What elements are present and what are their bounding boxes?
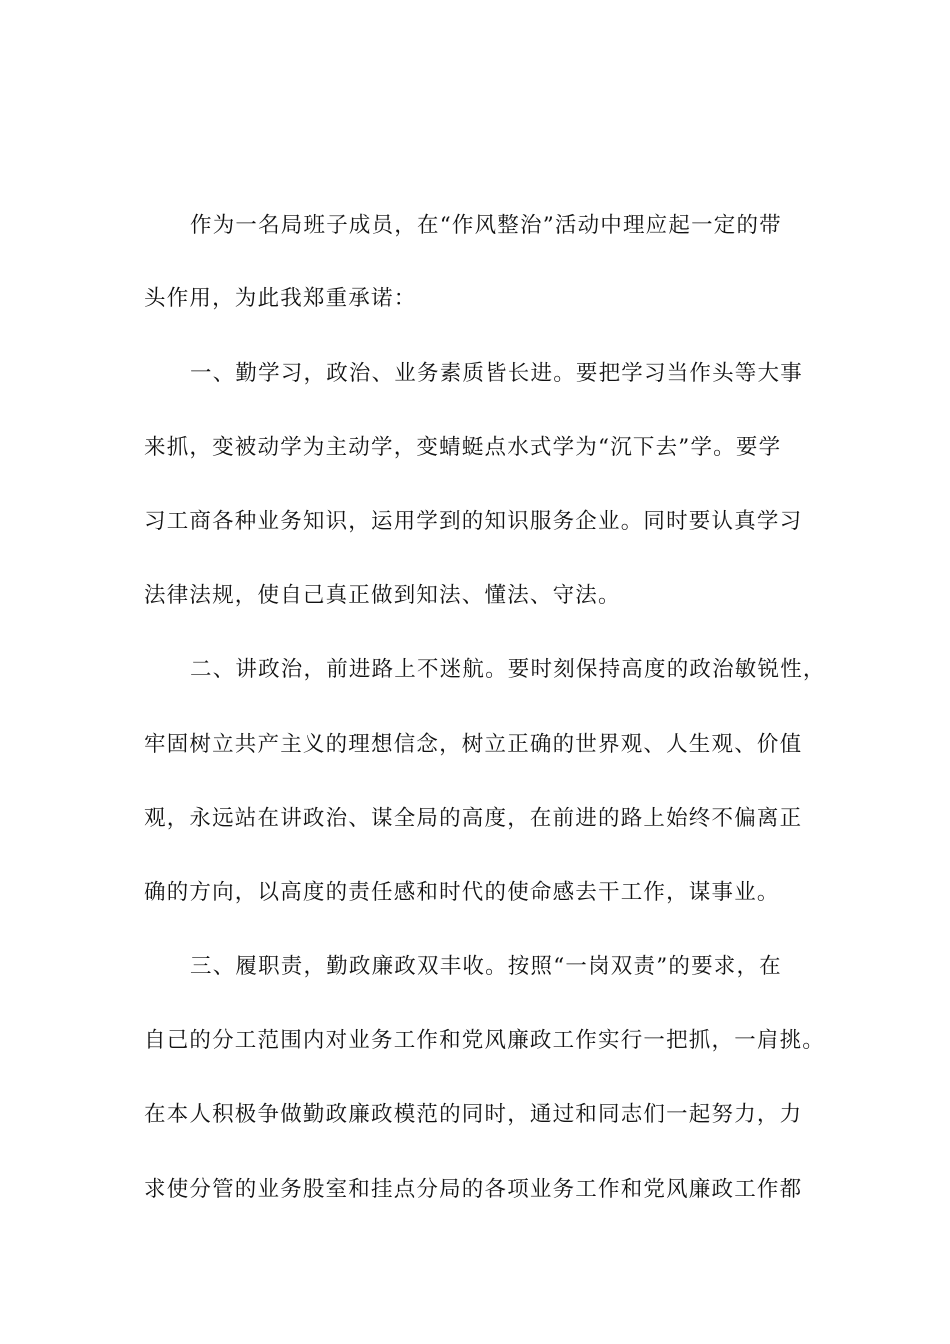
paragraph-4-line-4: 求使分管的业务股室和挂点分局的各项业务工作和党风廉政工作都 — [144, 1177, 803, 1202]
paragraph-1-line-2: 头作用，为此我郑重承诺： — [144, 286, 417, 311]
paragraph-2-line-4: 法律法规，使自己真正做到知法、懂法、守法。 — [144, 583, 621, 608]
paragraph-4-line-3: 在本人积极争做勤政廉政模范的同时，通过和同志们一起努力，力 — [144, 1102, 803, 1127]
paragraph-3-line-1: 二、讲政治，前进路上不迷航。要时刻保持高度的政治敏锐性， — [190, 657, 826, 682]
paragraph-3-line-3: 观，永远站在讲政治、谋全局的高度，在前进的路上始终不偏离正 — [144, 806, 803, 831]
paragraph-4-line-2: 自己的分工范围内对业务工作和党风廉政工作实行一把抓，一肩挑。 — [144, 1028, 826, 1053]
paragraph-3-line-4: 确的方向，以高度的责任感和时代的使命感去干工作，谋事业。 — [144, 880, 780, 905]
paragraph-3-line-2: 牢固树立共产主义的理想信念，树立正确的世界观、人生观、价值 — [144, 732, 803, 757]
paragraph-2-line-2: 来抓，变被动学为主动学，变蜻蜓点水式学为“沉下去”学。要学 — [144, 435, 782, 460]
paragraph-4-line-1: 三、履职责，勤政廉政双丰收。按照“一岗双责”的要求，在 — [190, 954, 782, 979]
paragraph-1-line-1: 作为一名局班子成员，在“作风整治”活动中理应起一定的带 — [190, 213, 782, 238]
paragraph-2-line-1: 一、勤学习，政治、业务素质皆长进。要把学习当作头等大事 — [190, 361, 803, 386]
paragraph-2-line-3: 习工商各种业务知识，运用学到的知识服务企业。同时要认真学习 — [144, 509, 803, 534]
